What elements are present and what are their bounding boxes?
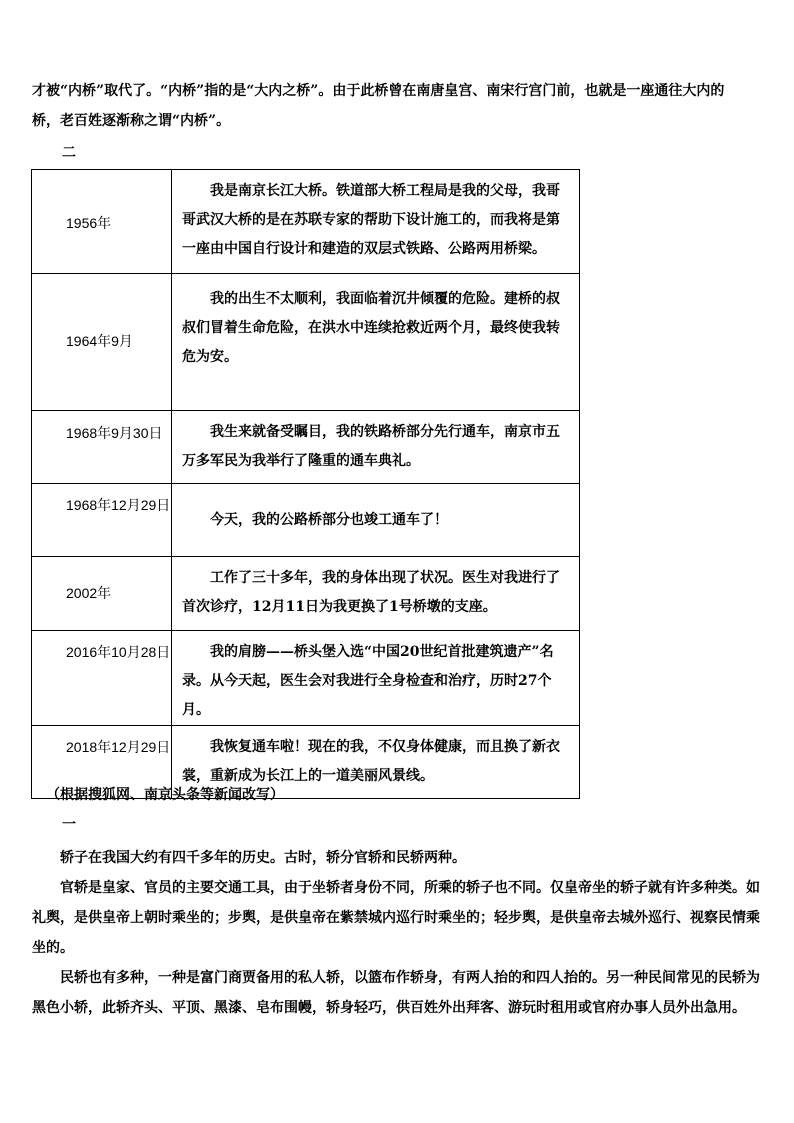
- date-cell: 2016年10月28日: [32, 631, 172, 726]
- date-cell: 1968年12月29日: [32, 484, 172, 557]
- table-row: [32, 274, 580, 411]
- section-two-label: 二: [62, 145, 76, 161]
- table-row: [32, 411, 580, 484]
- event-cell: 我的肩膀——桥头堡入选“中国20世纪首批建筑遗产”名录。从今天起，医生会对我进行全身检查和治疗，历时27个月。: [172, 631, 580, 726]
- table-row: [32, 557, 580, 631]
- intro-line-2: 桥，老百姓逐渐称之谓“内桥”。: [32, 113, 231, 129]
- event-cell: 今天，我的公路桥部分也竣工通车了！: [172, 484, 580, 557]
- date-cell: 2018年12月29日: [32, 726, 172, 799]
- intro-paragraph: [32, 76, 762, 136]
- section-one-label: 一: [62, 817, 76, 833]
- event-cell: 我生来就备受瞩目，我的铁路桥部分先行通车，南京市五万多军民为我举行了隆重的通车典礼。: [172, 411, 580, 484]
- timeline-table: [31, 169, 580, 799]
- table-row: [32, 484, 580, 557]
- paragraph: 轿子在我国大约有四千多年的历史。古时，轿分官轿和民轿两种。: [60, 850, 466, 866]
- date-cell: 1968年9月30日: [32, 411, 172, 484]
- table-row: [32, 170, 580, 274]
- table-row: [32, 631, 580, 726]
- event-cell: 我是南京长江大桥。铁道部大桥工程局是我的父母，我哥哥武汉大桥的是在苏联专家的帮助下设计施工的，而我将是第一座由中国自行设计和建造的双层式铁路、公路两用桥梁。: [172, 170, 580, 274]
- body-text: [32, 843, 762, 1023]
- event-cell: 我的出生不太顺利，我面临着沉井倾覆的危险。建桥的叔叔们冒着生命危险，在洪水中连续抢救近两个月，最终使我转危为安。: [172, 274, 580, 411]
- source-note: （根据搜狐网、南京头条等新闻改写）: [46, 787, 284, 803]
- event-cell: 我恢复通车啦！现在的我，不仅身体健康，而且换了新衣裳，重新成为长江上的一道美丽风景线。: [172, 726, 580, 799]
- paragraph: 官轿是皇家、官员的主要交通工具，由于坐轿者身份不同，所乘的轿子也不同。仅皇帝坐的轿子就有许多种类。如礼舆，是供皇帝上朝时乘坐的；步舆，是供皇帝在紫禁城内巡行时乘坐的；轻步舆，是供皇帝去城外巡行、视察民情乘坐的。: [32, 880, 760, 956]
- event-cell: 工作了三十多年，我的身体出现了状况。医生对我进行了首次诊疗，12月11日为我更换了1号桥墩的支座。: [172, 557, 580, 631]
- date-cell: 2002年: [32, 557, 172, 631]
- date-cell: 1956年: [32, 170, 172, 274]
- date-cell: 1964年9月: [32, 274, 172, 411]
- intro-line-1: 才被“内桥”取代了。“内桥”指的是“大内之桥”。由于此桥曾在南唐皇宫、南宋行宫门前，也就是一座通往大内的: [32, 83, 725, 99]
- paragraph: 民轿也有多种，一种是富门商贾备用的私人轿，以篮布作轿身，有两人抬的和四人抬的。另一种民间常见的民轿为黑色小轿，此轿齐头、平顶、黑漆、皂布围幔，轿身轻巧，供百姓外出拜客、游玩时租用或官府办事人员外出急用。: [32, 970, 760, 1016]
